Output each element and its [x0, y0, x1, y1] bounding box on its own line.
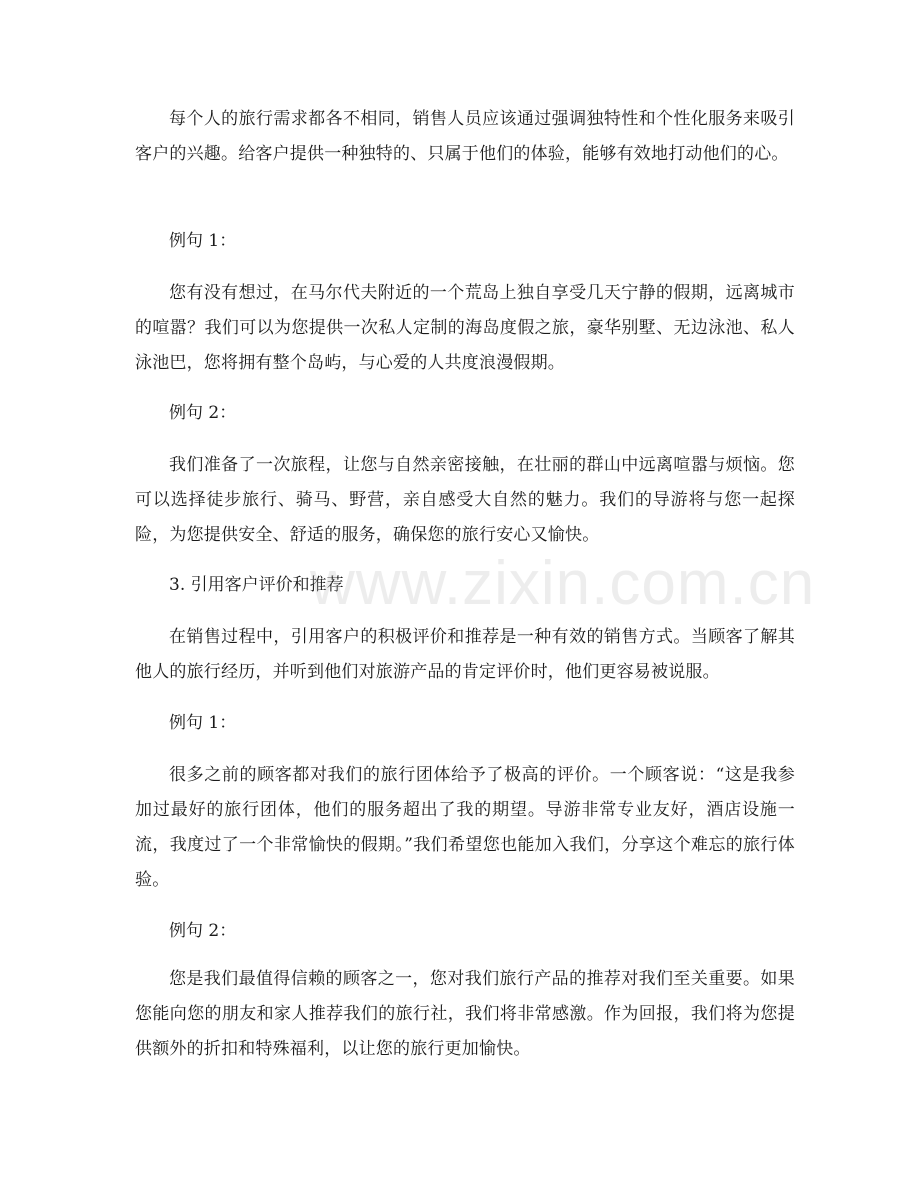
example-label-2: 例句 2： — [169, 403, 237, 423]
section-heading: 3. 引用客户评价和推荐 — [169, 575, 344, 595]
example-label-4: 例句 2： — [169, 921, 237, 941]
paragraph-intro: 每个人的旅行需求都各不相同，销售人员应该通过强调独特性和个性化服务来吸引客户的兴趣。给客户提供一种独特的、只属于他们的体验，能够有效地打动他们的心。 — [135, 109, 795, 164]
paragraph-section-intro: 在销售过程中，引用客户的积极评价和推荐是一种有效的销售方式。当顾客了解其他人的旅行经历，并听到他们对旅游产品的肯定评价时，他们更容易被说服。 — [135, 627, 795, 682]
watermark: www.zixin.com.cn — [310, 549, 816, 618]
example-label-1: 例句 1： — [169, 231, 237, 251]
paragraph-example-2: 我们准备了一次旅程，让您与自然亲密接触，在壮丽的群山中远离喧嚣与烦恼。您可以选择徒步旅行、骑马、野营，亲自感受大自然的魅力。我们的导游将与您一起探险，为您提供安全、舒适的服务，确保您的旅行安心又愉快。 — [135, 455, 795, 545]
paragraph-example-3: 很多之前的顾客都对我们的旅行团体给予了极高的评价。一个顾客说：“这是我参加过最好的旅行团体，他们的服务超出了我的期望。导游非常专业友好，酒店设施一流，我度过了一个非常愉快的假期。”我们希望您也能加入我们，分享这个难忘的旅行体验。 — [135, 765, 795, 890]
paragraph-example-1: 您有没有想过，在马尔代夫附近的一个荒岛上独自享受几天宁静的假期，远离城市的喧嚣？我们可以为您提供一次私人定制的海岛度假之旅，豪华别墅、无边泳池、私人泳池巴，您将拥有整个岛屿，与心爱的人共度浪漫假期。 — [135, 283, 795, 373]
example-label-3: 例句 1： — [169, 713, 237, 733]
paragraph-example-4: 您是我们最值得信赖的顾客之一，您对我们旅行产品的推荐对我们至关重要。如果您能向您的朋友和家人推荐我们的旅行社，我们将非常感激。作为回报，我们将为您提供额外的折扣和特殊福利，以让您的旅行更加愉快。 — [135, 969, 795, 1059]
